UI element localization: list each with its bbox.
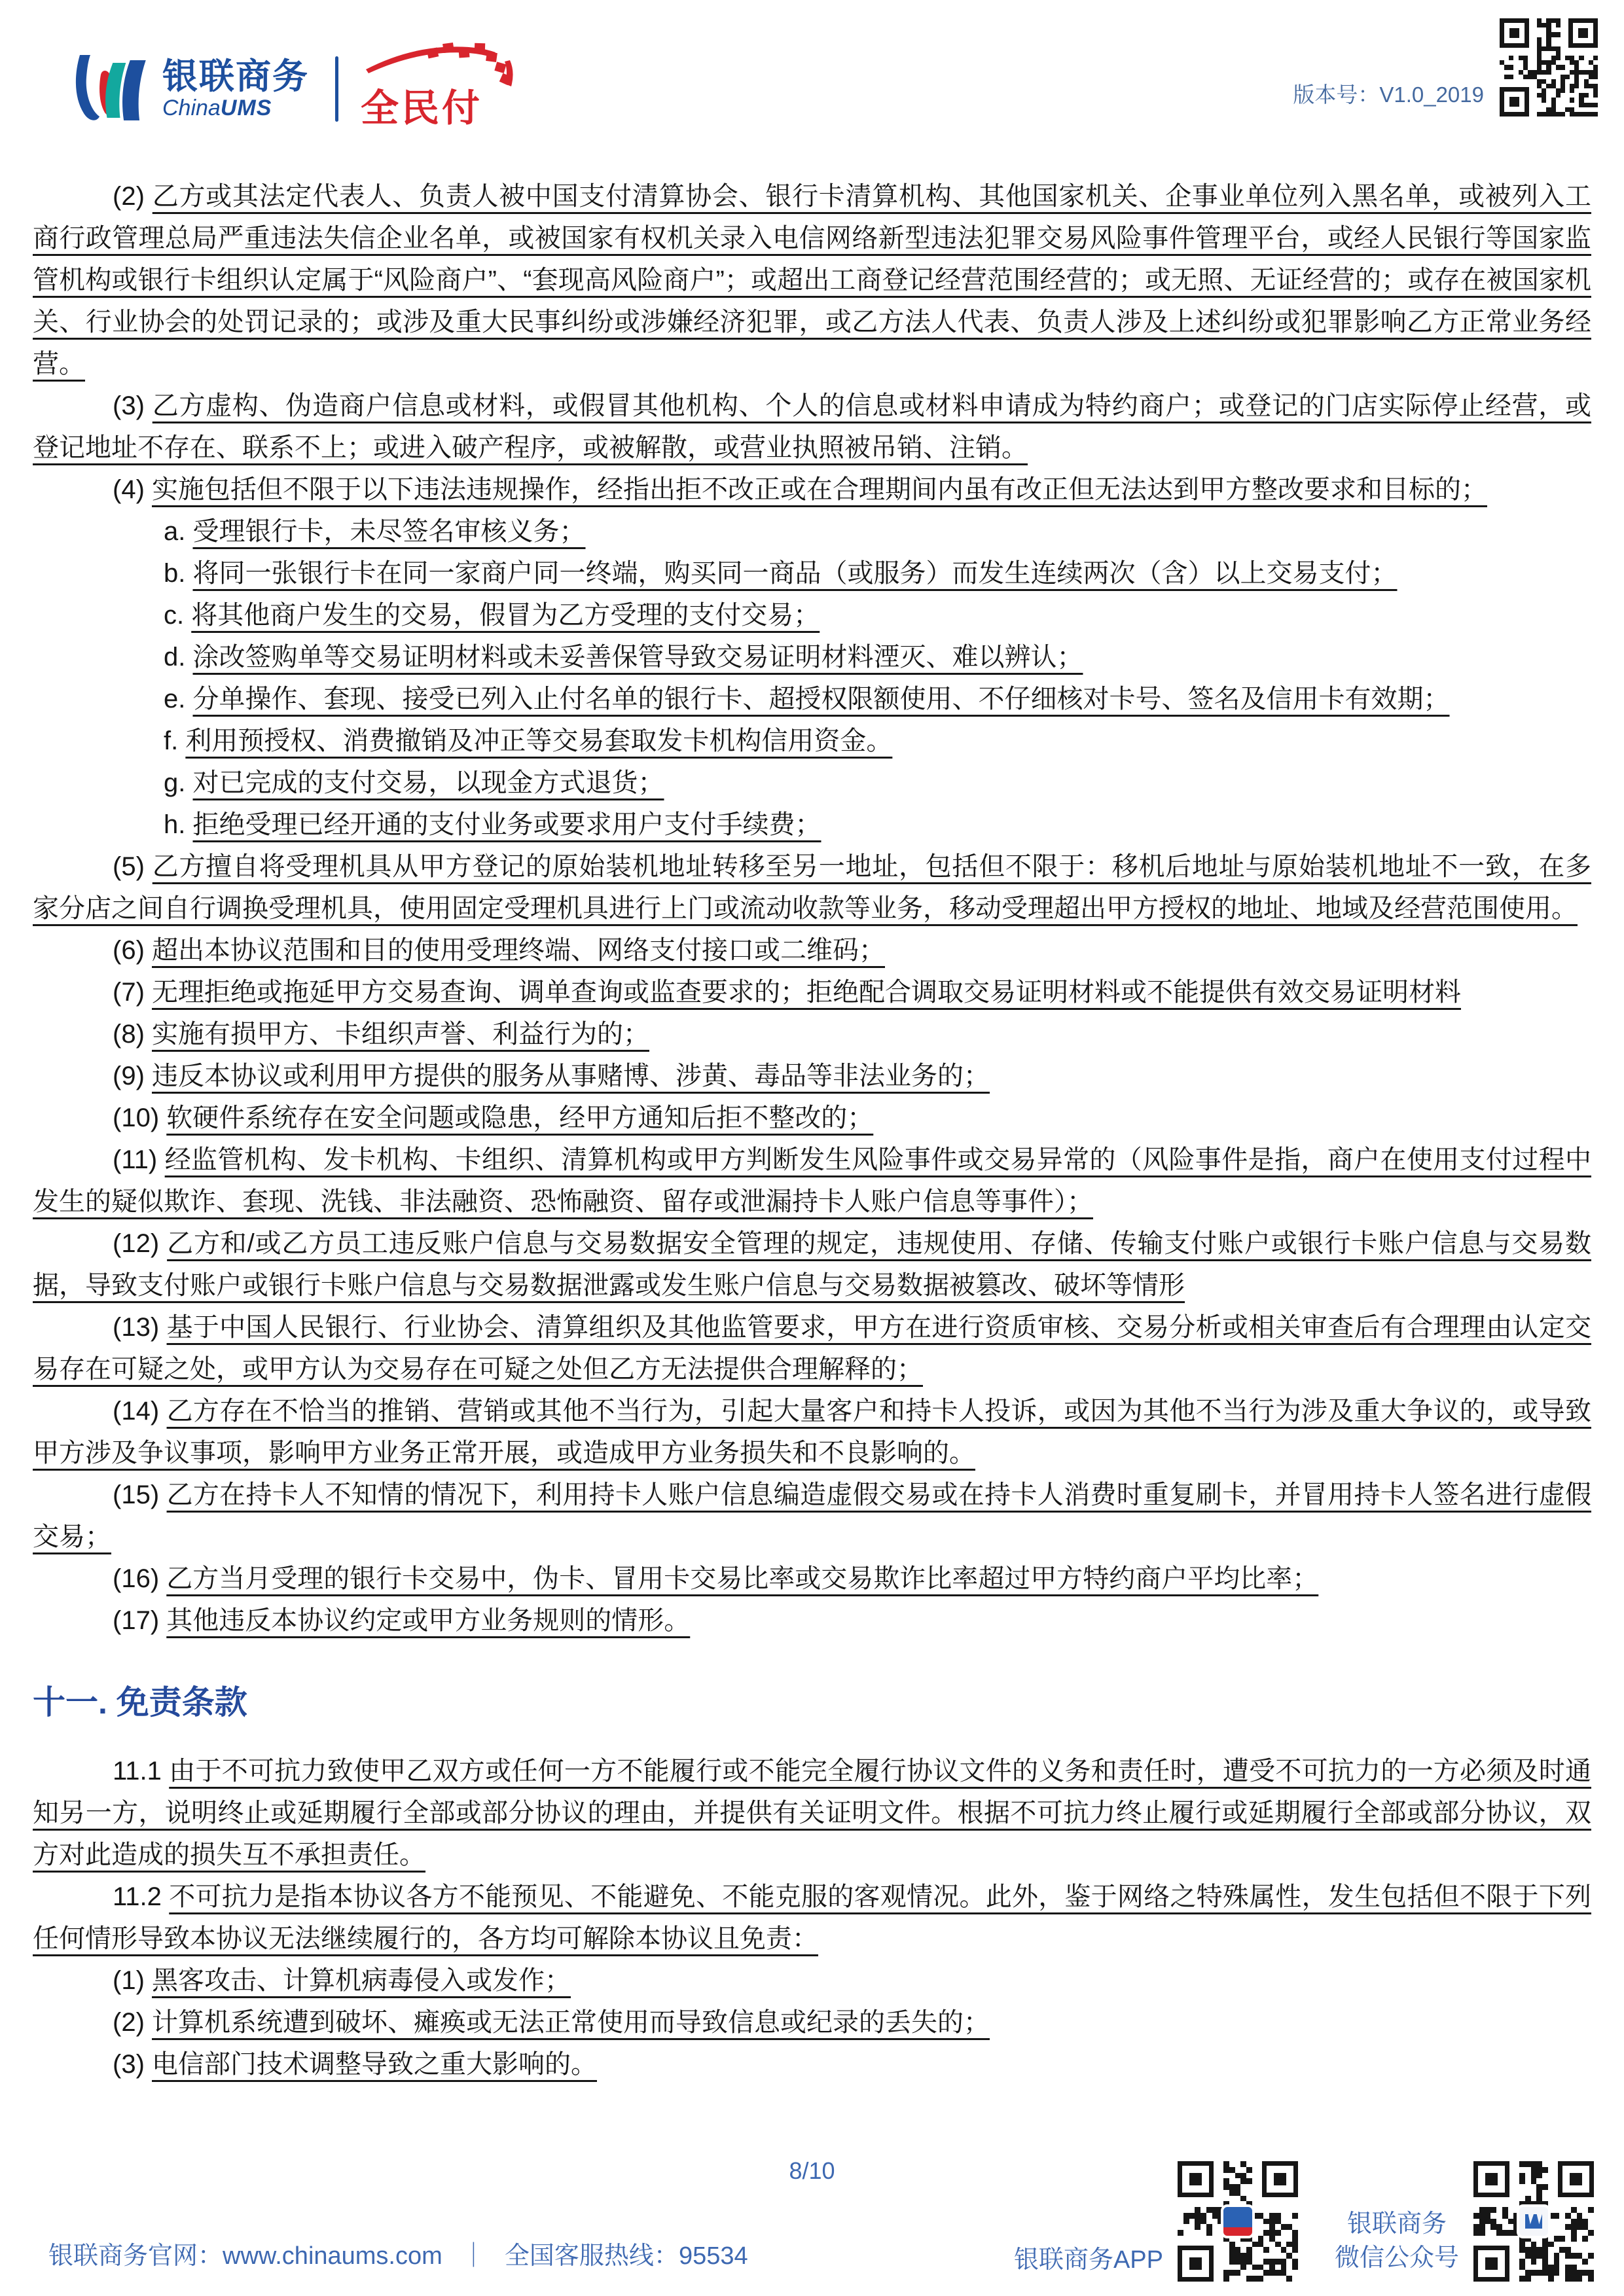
clause-text: 受理银行卡，未尽签名审核义务；	[192, 517, 586, 546]
qr-finder	[1473, 2161, 1509, 2197]
qr-finder	[1473, 2246, 1509, 2282]
clause-paragraph	[33, 1558, 1591, 1600]
chinaums-logo-icon	[71, 52, 151, 126]
qr-finder	[1178, 2246, 1214, 2282]
brand-name-en: ChinaUMS	[162, 96, 272, 120]
clause-paragraph	[33, 804, 1591, 846]
website-url: www.chinaums.com	[223, 2242, 442, 2270]
clause-text: 软硬件系统存在安全问题或隐患，经甲方通知后拒不整改的；	[166, 1103, 874, 1132]
clause-number: (2)	[113, 182, 153, 211]
clause-text: 超出本协议范围和目的使用受理终端、网络支付接口或二维码；	[152, 936, 885, 965]
clause-paragraph	[33, 1306, 1591, 1390]
page-header	[0, 18, 1624, 136]
clause-paragraph	[33, 678, 1591, 720]
clause-number: 11.1	[113, 1757, 170, 1785]
clause-paragraph	[33, 762, 1591, 804]
clause-text: 乙方虚构、伪造商户信息或材料，或假冒其他机构、个人的信息或材料申请成为特约商户；或登记的门店实际停止经营，或登记地址不存在、联系不上；或进入破产程序，或被解散，或营业执照被吊销、注销。	[33, 391, 1592, 462]
clause-paragraph	[33, 1139, 1591, 1223]
header-right	[1293, 18, 1598, 117]
clause-text: 电信部门技术调整导致之重大影响的。	[152, 2050, 597, 2079]
clause-number: 11.2	[113, 1882, 170, 1911]
qr-finder	[1568, 18, 1598, 48]
clause-text: 乙方当月受理的银行卡交易中，伪卡、冒用卡交易比率或交易欺诈比率超过甲方特约商户平均比率；	[166, 1564, 1319, 1593]
clause-paragraph	[33, 1055, 1591, 1097]
document-body	[33, 175, 1591, 2085]
checkered-flag-icon	[365, 41, 515, 88]
clause-number: (14)	[113, 1397, 167, 1426]
section-heading: 十一. 免责条款	[33, 1684, 247, 1721]
clause-text: 黑客攻击、计算机病毒侵入或发作；	[152, 1966, 571, 1995]
clause-text: 计算机系统遭到破坏、瘫痪或无法正常使用而导致信息或纪录的丢失的；	[152, 2008, 990, 2037]
header-qr-code	[1500, 18, 1598, 117]
clause-text: 经监管机构、发卡机构、卡组织、清算机构或甲方判断发生风险事件或交易异常的（风险事件是指，商户在使用支付过程中发生的疑似欺诈、套现、洗钱、非法融资、恐怖融资、留存或泄漏持卡人账户信息等事件）；	[33, 1145, 1592, 1216]
clause-number: (4)	[113, 475, 152, 504]
wechat-qr-label: 银联商务 微信公众号	[1334, 2210, 1459, 2272]
clause-paragraph	[33, 720, 1591, 762]
clause-number: (7)	[113, 978, 152, 1007]
app-qr-label: 银联商务APP	[1013, 2246, 1163, 2274]
clause-paragraph	[33, 2043, 1591, 2085]
clause-number: (15)	[113, 1480, 167, 1509]
brand-name-cn: 银联商务	[162, 57, 309, 96]
qr-finder	[1178, 2161, 1214, 2197]
app-qr-code	[1178, 2161, 1298, 2282]
page-number: 8/10	[789, 2157, 835, 2184]
app-logo-icon	[1221, 2204, 1255, 2238]
clause-number: (12)	[113, 1229, 168, 1258]
clause-number: (5)	[113, 852, 153, 881]
clause-text: 由于不可抗力致使甲乙双方或任何一方不能履行或不能完全履行协议文件的义务和责任时，遭受不可抗力的一方必须及时通知另一方，说明终止或延期履行全部或部分协议的理由，并提供有关证明文件。根据不可抗力终止履行或延期履行全部或部分协议，双方对此造成的损失互不承担责任。	[33, 1757, 1592, 1869]
clause-number: (16)	[113, 1564, 167, 1593]
clause-paragraph	[33, 929, 1591, 971]
clause-text: 无理拒绝或拖延甲方交易查询、调单查询或监查要求的；拒绝配合调取交易证明材料或不能提供有效交易证明材料	[152, 978, 1461, 1007]
clause-text: 基于中国人民银行、行业协会、清算组织及其他监管要求，甲方在进行资质审核、交易分析或相关审查后有合理理由认定交易存在可疑之处，或甲方认为交易存在可疑之处但乙方无法提供合理解释的；	[33, 1313, 1592, 1384]
product-name: 全民付	[361, 87, 483, 130]
clause-paragraph	[33, 511, 1591, 552]
qr-finder	[1500, 87, 1529, 117]
clause-number: a.	[164, 517, 193, 546]
clause-text: 实施包括但不限于以下违法违规操作，经指出拒不改正或在合理期间内虽有改正但无法达到甲方整改要求和目标的；	[152, 475, 1487, 504]
clause-text: 实施有损甲方、卡组织声誉、利益行为的；	[152, 1020, 649, 1049]
hotline-number: 95534	[678, 2242, 748, 2270]
clause-number: (2)	[113, 2008, 152, 2037]
clause-number: d.	[164, 643, 193, 672]
clause-number: (6)	[113, 936, 152, 965]
clause-paragraph	[33, 2001, 1591, 2043]
clause-number: (13)	[113, 1313, 167, 1342]
version-label: 版本号：V1.0_2019	[1293, 82, 1484, 107]
clause-number: e.	[164, 685, 193, 713]
page-footer	[0, 2157, 1624, 2282]
clause-number: (9)	[113, 1062, 152, 1090]
clause-paragraph	[33, 1600, 1591, 1641]
clause-number: (17)	[113, 1606, 167, 1635]
brand-divider	[335, 56, 338, 122]
quanminfu-logo	[361, 46, 482, 132]
clause-paragraph	[33, 1013, 1591, 1055]
clause-paragraph	[33, 594, 1591, 636]
clause-number: (1)	[113, 1966, 152, 1995]
brand-area	[71, 46, 482, 132]
clause-text: 分单操作、套现、接受已列入止付名单的银行卡、超授权限额使用、不仔细核对卡号、签名及信用卡有效期；	[192, 685, 1450, 713]
clause-text: 违反本协议或利用甲方提供的服务从事赌博、涉黄、毒品等非法业务的；	[152, 1062, 990, 1090]
brand-text	[162, 59, 309, 119]
clause-paragraph	[33, 1876, 1591, 1960]
clause-paragraph	[33, 636, 1591, 678]
clause-text: 对已完成的支付交易，以现金方式退货；	[192, 768, 664, 797]
clause-text: 乙方擅自将受理机具从甲方登记的原始装机地址转移至另一地址，包括但不限于：移机后地址与原始装机地址不一致，在多家分店之间自行调换受理机具，使用固定受理机具进行上门或流动收款等业务，移动受理超出甲方授权的地址、地域及经营范围使用。	[33, 852, 1592, 923]
clause-text: 涂改签购单等交易证明材料或未妥善保管导致交易证明材料湮灭、难以辨认；	[192, 643, 1083, 672]
clause-text: 其他违反本协议约定或甲方业务规则的情形。	[166, 1606, 691, 1635]
footer-separator: ｜	[461, 2242, 486, 2270]
clause-number: h.	[164, 810, 193, 839]
clause-paragraph	[33, 1223, 1591, 1306]
website-label: 银联商务官网：	[48, 2242, 223, 2270]
clause-number: (10)	[113, 1103, 167, 1132]
qr-finder	[1558, 2161, 1594, 2197]
qr-finder	[1262, 2161, 1298, 2197]
footer-contact	[48, 2235, 748, 2271]
clause-number: (3)	[113, 391, 153, 420]
clause-text: 不可抗力是指本协议各方不能预见、不能避免、不能克服的客观情况。此外，鉴于网络之特殊属性，发生包括但不限于下列任何情形导致本协议无法继续履行的，各方均可解除本协议且免责：	[33, 1882, 1592, 1953]
hotline-label: 全国客服热线：	[504, 2242, 679, 2270]
clause-text: 乙方存在不恰当的推销、营销或其他不当行为，引起大量客户和持卡人投诉，或因为其他不当行为涉及重大争议的，或导致甲方涉及争议事项，影响甲方业务正常开展，或造成甲方业务损失和不良影响的。	[33, 1397, 1592, 1467]
clause-number: (3)	[113, 2050, 152, 2079]
clause-paragraph	[33, 175, 1591, 385]
clause-number: b.	[164, 559, 193, 588]
qr-finder	[1500, 18, 1529, 48]
clause-paragraph	[33, 552, 1591, 594]
clause-number: (8)	[113, 1020, 152, 1049]
clause-paragraph	[33, 1474, 1591, 1558]
clause-text: 乙方和/或乙方员工违反账户信息与交易数据安全管理的规定，违规使用、存储、传输支付账户或银行卡账户信息与交易数据，导致支付账户或银行卡账户信息与交易数据泄露或发生账户信息与交易数据被篡改、破坏等情形	[33, 1229, 1591, 1300]
wechat-logo-icon	[1517, 2204, 1551, 2238]
clause-paragraph	[33, 1960, 1591, 2001]
clause-paragraph	[33, 1097, 1591, 1139]
clause-number: c.	[164, 601, 192, 630]
clause-paragraph	[33, 1390, 1591, 1474]
clause-text: 乙方或其法定代表人、负责人被中国支付清算协会、银行卡清算机构、其他国家机关、企事业单位列入黑名单，或被列入工商行政管理总局严重违法失信企业名单，或被国家有权机关录入电信网络新型违法犯罪交易风险事件管理平台，或经人民银行等国家监管机构或银行卡组织认定属于“风险商户”、“套现高风险商户”；或超出工商登记经营范围经营的；或无照、无证经营的；或存在被国家机关、行业协会的处罚记录的；或涉及重大民事纠纷或涉嫌经济犯罪，或乙方法人代表、负责人涉及上述纠纷或犯罪影响乙方正常业务经营。	[33, 182, 1592, 378]
clause-number: g.	[164, 768, 193, 797]
clause-number: (11)	[113, 1145, 165, 1174]
clause-text: 将同一张银行卡在同一家商户同一终端，购买同一商品（或服务）而发生连续两次（含）以上交易支付；	[192, 559, 1398, 588]
clause-text: 将其他商户发生的交易，假冒为乙方受理的支付交易；	[191, 601, 820, 630]
clause-number: f.	[164, 726, 186, 755]
clause-text: 乙方在持卡人不知情的情况下，利用持卡人账户信息编造虚假交易或在持卡人消费时重复刷卡，并冒用持卡人签名进行虚假交易；	[33, 1480, 1592, 1551]
clause-paragraph	[33, 846, 1591, 929]
clause-paragraph	[33, 385, 1591, 469]
wechat-qr-code	[1473, 2161, 1594, 2282]
clause-text: 利用预授权、消费撤销及冲正等交易套取发卡机构信用资金。	[185, 726, 893, 755]
clause-text: 拒绝受理已经开通的支付业务或要求用户支付手续费；	[192, 810, 821, 839]
clause-paragraph	[33, 1750, 1591, 1876]
clause-paragraph	[33, 971, 1591, 1013]
clause-paragraph	[33, 469, 1591, 511]
footer-qr-area	[1014, 2161, 1594, 2282]
